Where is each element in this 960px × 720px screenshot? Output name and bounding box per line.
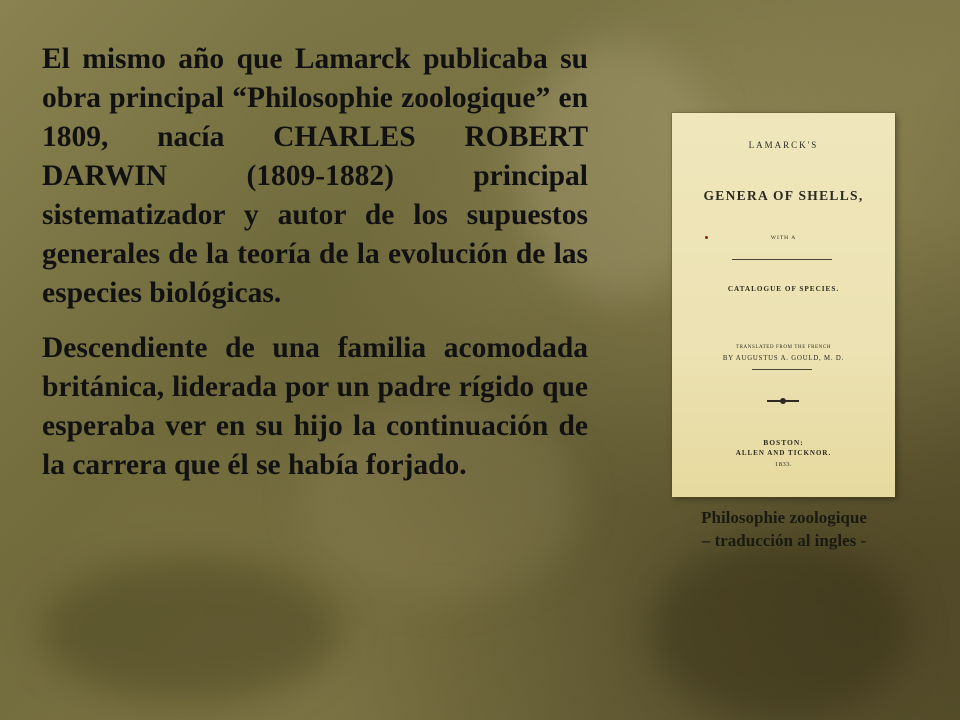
book-translated-line: TRANSLATED FROM THE FRENCH bbox=[735, 345, 832, 350]
paragraph-lamarck-darwin: El mismo año que Lamarck publicaba su obra principal “Philosophie zoologique” en 1809, nacía CHARLES ROBERT DARWIN (1809-1882) principal sistematizador y autor de los supuestos generales de la teoría de la evolución de las especies biológicas. bbox=[42, 43, 588, 309]
caption-line-1: Philosophie zoologique bbox=[701, 508, 867, 527]
book-year-line: 1833. bbox=[774, 461, 793, 468]
book-publisher-line: ALLEN AND TICKNOR. bbox=[735, 449, 832, 457]
ink-mark bbox=[705, 236, 708, 239]
book-cover-image bbox=[672, 113, 895, 497]
book-rule bbox=[752, 369, 812, 370]
book-city-line: BOSTON: bbox=[763, 438, 804, 447]
caption-line-2: – traducción al ingles - bbox=[701, 531, 867, 550]
book-translator-line: BY AUGUSTUS A. GOULD, M. D. bbox=[722, 355, 845, 362]
paragraph-darwin-family: Descendiente de una familia acomodada británica, liderada por un padre rígido que esperaba ver en su hijo la continuación de la carrera que él se había forjado. bbox=[42, 332, 588, 481]
main-text-block bbox=[42, 40, 588, 485]
book-rule bbox=[732, 259, 832, 260]
book-author-line: LAMARCK'S bbox=[748, 140, 819, 150]
background-texture bbox=[650, 540, 910, 720]
book-ornament-icon bbox=[767, 400, 799, 402]
image-caption bbox=[662, 506, 906, 552]
book-subtitle-line: CATALOGUE OF SPECIES. bbox=[727, 285, 840, 293]
background-texture bbox=[40, 560, 340, 700]
book-with-line: WITH A bbox=[770, 235, 797, 241]
book-title-line: GENERA OF SHELLS, bbox=[703, 188, 864, 203]
